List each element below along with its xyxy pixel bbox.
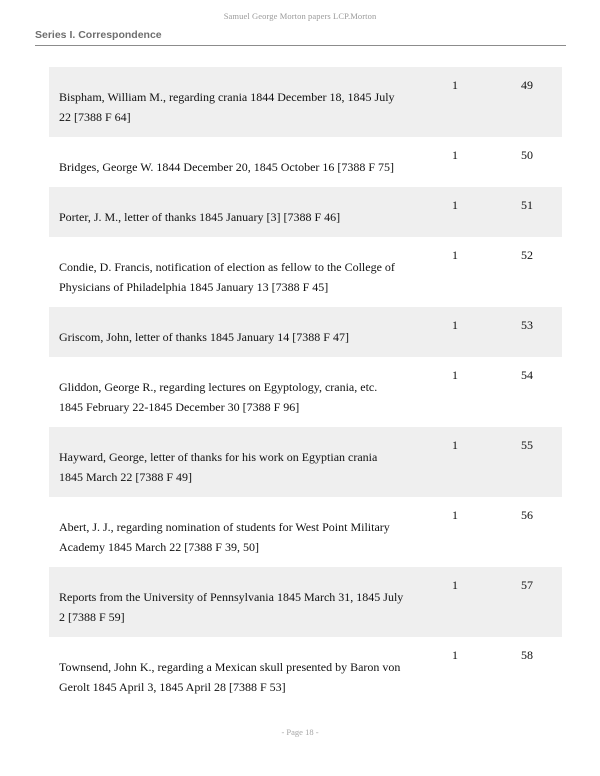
folder-number: 50 — [521, 148, 533, 162]
header-divider — [35, 45, 566, 46]
item-title: Bridges, George W. 1844 December 20, 1845 October 16 [7388 F 75] — [59, 160, 395, 174]
series-header: Series I. Correspondence — [35, 29, 162, 41]
folder-number: 52 — [521, 248, 533, 262]
box-number: 1 — [452, 368, 458, 382]
running-head: Samuel George Morton papers LCP.Morton — [223, 11, 377, 21]
list-item — [49, 307, 562, 357]
box-number: 1 — [452, 508, 458, 522]
item-title: Bispham, William M., regarding crania 1844 December 18, 1845 July 22 [7388 F 64] — [59, 90, 395, 124]
item-title: Porter, J. M., letter of thanks 1845 January [3] [7388 F 46] — [59, 210, 341, 224]
list-item — [49, 357, 562, 427]
item-title: Condie, D. Francis, notification of election as fellow to the College of Physicians of Philadelphia 1845 January 13 [7388 F 45] — [59, 260, 395, 294]
box-number: 1 — [452, 248, 458, 262]
folder-number: 55 — [521, 438, 533, 452]
folder-number: 49 — [521, 78, 533, 92]
list-item — [49, 637, 562, 707]
item-title: Hayward, George, letter of thanks for his work on Egyptian crania 1845 March 22 [7388 F 49] — [59, 450, 378, 484]
list-item — [49, 187, 562, 237]
item-title: Abert, J. J., regarding nomination of students for West Point Military Academy 1845 March 22 [7388 F 39, 50] — [59, 520, 390, 554]
page-number: - Page 18 - — [281, 727, 319, 737]
list-item — [49, 567, 562, 637]
box-number: 1 — [452, 578, 458, 592]
list-item — [49, 427, 562, 497]
box-number: 1 — [452, 648, 458, 662]
folder-number: 57 — [521, 578, 533, 592]
item-title: Townsend, John K., regarding a Mexican skull presented by Baron von Gerolt 1845 April 3, 1845 April 28 [7388 F 53] — [59, 660, 401, 694]
folder-number: 58 — [521, 648, 533, 662]
box-number: 1 — [452, 78, 458, 92]
folder-number: 54 — [521, 368, 533, 382]
list-item — [49, 67, 562, 137]
item-title: Reports from the University of Pennsylvania 1845 March 31, 1845 July 2 [7388 F 59] — [59, 590, 404, 624]
container-list — [49, 67, 562, 707]
list-item — [49, 497, 562, 567]
box-number: 1 — [452, 438, 458, 452]
box-number: 1 — [452, 318, 458, 332]
list-item — [49, 237, 562, 307]
folder-number: 53 — [521, 318, 533, 332]
box-number: 1 — [452, 198, 458, 212]
box-number: 1 — [452, 148, 458, 162]
item-title: Griscom, John, letter of thanks 1845 January 14 [7388 F 47] — [59, 330, 349, 344]
item-title: Gliddon, George R., regarding lectures on Egyptology, crania, etc. 1845 February 22-1845 December 30 [7388 F 96] — [59, 380, 378, 414]
list-item — [49, 137, 562, 187]
folder-number: 51 — [521, 198, 533, 212]
folder-number: 56 — [521, 508, 533, 522]
